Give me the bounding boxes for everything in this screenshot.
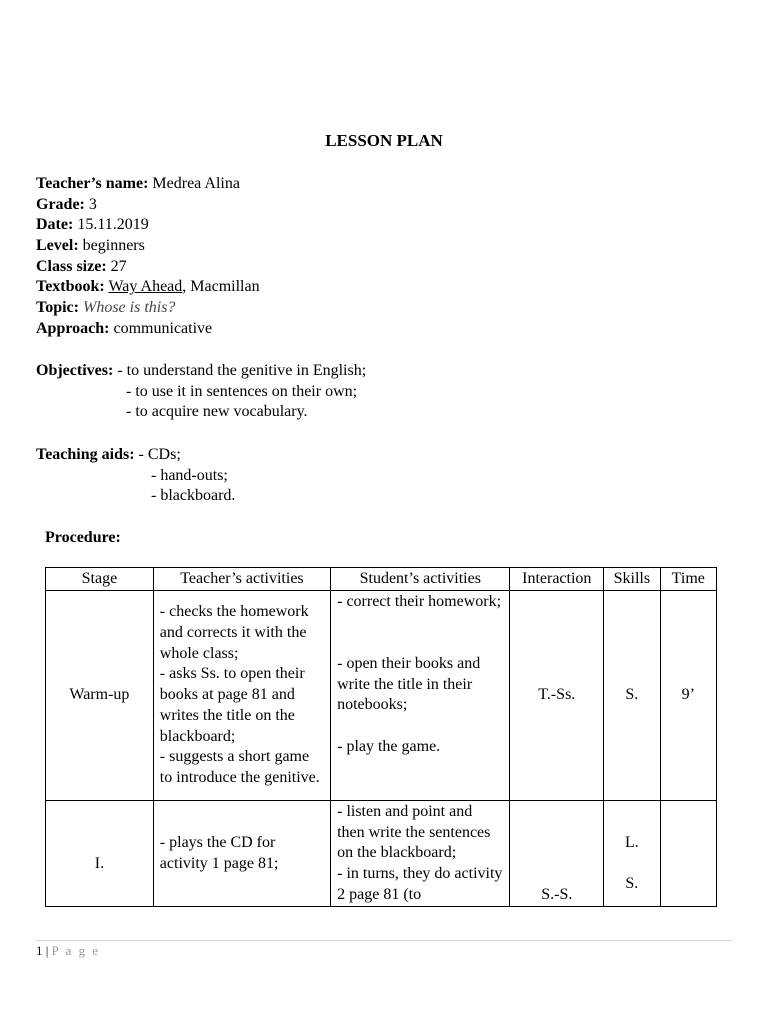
page-footer (36, 943, 100, 959)
approach-label: Approach: (36, 319, 110, 337)
topic-label: Topic: (36, 299, 79, 317)
objective-item: - to acquire new vocabulary. (126, 403, 308, 421)
topic-value: Whose is this? (82, 299, 176, 317)
textbook-publisher: , Macmillan (182, 278, 260, 296)
header-teacher-activities: Teacher’s activities (153, 568, 330, 591)
teacher-label: Teacher’s name: (36, 175, 149, 192)
textbook-label: Textbook: (36, 278, 105, 296)
header-interaction: Interaction (510, 568, 604, 591)
table-row (46, 591, 717, 801)
class-size-line (36, 257, 260, 278)
procedure-table (45, 567, 717, 907)
page-separator: | (42, 943, 52, 958)
header-time: Time (660, 568, 716, 591)
class-size-label: Class size: (36, 257, 107, 275)
student-activities-cell (331, 591, 510, 801)
class-size-value: 27 (110, 257, 127, 275)
level-label: Level: (36, 237, 79, 255)
document-title: LESSON PLAN (325, 131, 443, 150)
activity-item: - asks Ss. to open their books at page 81 and writes the title on the blackboard; (159, 665, 305, 745)
teacher-activities-cell (153, 800, 330, 907)
teaching-aid-item: - blackboard. (151, 487, 236, 505)
interaction-cell: S.-S. (510, 800, 604, 907)
teaching-aids-label: Teaching aids: (36, 446, 135, 463)
objective-item: - to use it in sentences on their own; (126, 382, 358, 400)
footer-divider (36, 940, 732, 941)
level-value: beginners (82, 237, 145, 255)
activity-item: - suggests a short game to introduce the genitive. (159, 748, 320, 786)
approach-value: communicative (113, 319, 213, 337)
teaching-aid-item: Teaching aids: - CDs; (36, 446, 181, 463)
activity-item: - in turns, they do activity 2 page 81 (to (337, 865, 503, 903)
objective-item: Objectives: - to understand the genitive in English; (36, 362, 367, 379)
date-line (36, 215, 260, 236)
lesson-info (36, 174, 260, 340)
date-value: 15.11.2019 (77, 216, 149, 234)
stage-cell: Warm-up (46, 591, 154, 801)
teaching-aids-section (36, 445, 235, 507)
interaction-cell: T.-Ss. (510, 591, 604, 801)
topic-line (36, 298, 260, 319)
stage-cell: I. (46, 800, 154, 907)
teaching-aid-item: - hand-outs; (151, 466, 228, 484)
grade-line (36, 195, 260, 216)
activity-item: - play the game. (337, 737, 441, 755)
teacher-activities-cell (153, 591, 330, 801)
table-row (46, 800, 717, 907)
header-stage: Stage (46, 568, 154, 591)
skill-item: S. (625, 875, 639, 893)
objectives-section (36, 361, 366, 423)
textbook-line (36, 277, 260, 298)
skill-item: L. (624, 834, 639, 851)
approach-line (36, 319, 260, 340)
level-line (36, 236, 260, 257)
time-cell: 9’ (660, 591, 716, 801)
skills-cell: S. (604, 591, 660, 801)
grade-value: 3 (88, 195, 97, 213)
activity-item: - open their books and write the title in their notebooks; (337, 655, 481, 714)
activity-item: - correct their homework; (337, 593, 502, 610)
activity-item: - plays the CD for activity 1 page 81; (159, 834, 279, 872)
teacher-name: Medrea Alina (152, 175, 240, 192)
header-skills: Skills (604, 568, 660, 591)
activity-item: - listen and point and then write the sentences on the blackboard; (337, 802, 491, 862)
activity-item: - checks the homework and corrects it with the whole class; (159, 603, 309, 662)
teacher-line (36, 174, 260, 195)
page-word: P a g e (51, 943, 101, 958)
grade-label: Grade: (36, 195, 85, 213)
procedure-heading: Procedure: (45, 529, 121, 546)
time-cell (660, 800, 716, 907)
date-label: Date: (36, 216, 74, 234)
textbook-title: Way Ahead (108, 278, 183, 296)
header-student-activities: Student’s activities (331, 568, 510, 591)
objectives-label: Objectives: (36, 362, 114, 379)
student-activities-cell (331, 800, 510, 907)
page-number: 1 (36, 943, 43, 958)
skills-cell (604, 800, 660, 907)
table-header-row (46, 568, 717, 591)
